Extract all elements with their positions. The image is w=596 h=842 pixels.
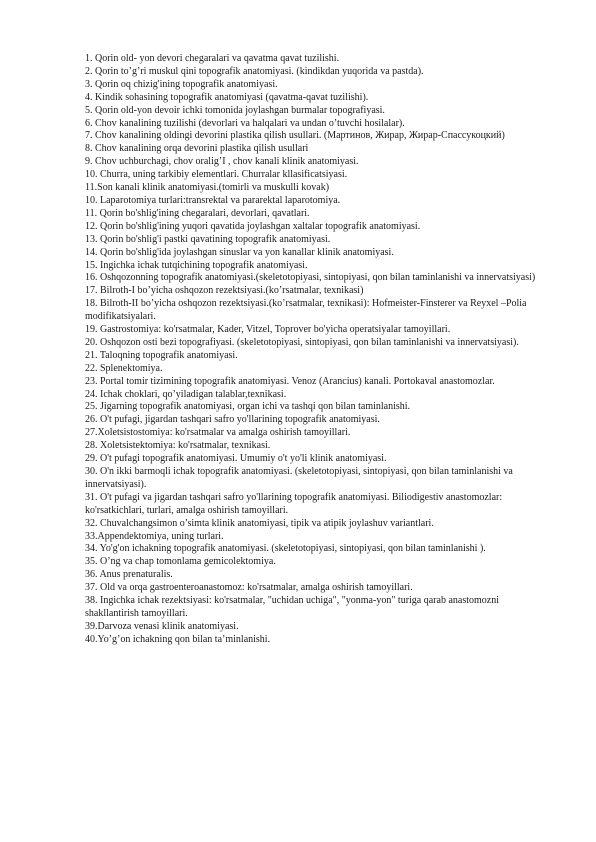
list-item: 4. Kindik sohasining topografik anatomiyasi (qavatma-qavat tuzilishi). <box>85 91 369 103</box>
list-item: 22. Splenektomiya. <box>85 362 163 374</box>
list-item: 31. O't pufagi va jigardan tashqari safro yo'llarining topografik anatomiyasi. Biliodigestiv anastomozlar: ko'rsatkichlari, turlari, amalga oshirish tamoyillari. <box>85 491 503 516</box>
list-item: 3. Qorin oq chizig'ining topografik anatomiyasi. <box>85 78 278 90</box>
list-item: 40.Yo’g’on ichakning qon bilan ta’minlanishi. <box>85 633 271 645</box>
list-item: 10. Laparotomiya turlari:transrektal va pararektal laparotomiya. <box>85 194 341 206</box>
list-item: 16. Oshqozonning topografik anatomiyasi.(skeletotopiyasi, sintopiyasi, qon bilan taminlanishi va innervatsiyasi) <box>85 272 536 284</box>
list-item: 20. Oshqozon osti bezi topografiyasi. (skeletotopiyasi, sintopiyasi, qon bilan taminlanishi va innervatsiyasi). <box>85 336 519 348</box>
list-item: 32. Chuvalchangsimon o’simta klinik anatomiyasi, tipik va atipik joylashuv variantlari. <box>85 517 434 529</box>
list-item: 18. Bilroth-II bo’yicha oshqozon rezektsiyasi.(ko’rsatmalar, texnikasi): Hofmeister-Finsterer va Reyxel –Polia modifikatsiyalari. <box>85 298 527 323</box>
list-item: 21. Taloqning topografik anatomiyasi. <box>85 349 238 361</box>
list-item: 1. Qorin old- yon devori chegaralari va qavatma qavat tuzilishi. <box>85 53 340 64</box>
list-item: 7. Chov kanalining oldingi devorini plastika qilish usullari. (Мартинов, Жирар, Жирар-Спассукоцкий) <box>85 130 505 142</box>
list-item: 24. Ichak choklari, qo’yiladigan talablar,texnikasi. <box>85 388 287 400</box>
list-item: 27.Xoletsistostomiya: ko'rsatmalar va amalga oshirish tamoyillari. <box>85 427 351 439</box>
list-item: 10. Churra, uning tarkibiy elementlari. Churralar kllasificatsiyasi. <box>85 169 348 181</box>
list-item: 5. Qorin old-yon devoir ichki tomonida joylashgan burmalar topografiyasi. <box>85 104 385 116</box>
question-list <box>85 53 555 647</box>
list-item: 13. Qorin bo'shlig'i pastki qavatining topografik anatomiyasi. <box>85 233 331 245</box>
list-item: 15. Ingichka ichak tutqichining topografik anatomiyasi. <box>85 259 308 271</box>
list-item: 36. Anus prenaturalis. <box>85 569 173 581</box>
list-item: 34. Yo'g'on ichakning topografik anatomiyasi. (skeletotopiyasi, sintopiyasi, qon bilan taminlanishi ). <box>85 543 486 555</box>
list-item: 11. Qorin bo'shlig'ining chegaralari, devorlari, qavatlari. <box>85 207 310 219</box>
list-item: 14. Qorin bo'shlig'ida joylashgan sinuslar va yon kanallar klinik anatomiyasi. <box>85 246 394 258</box>
list-item: 12. Qorin bo'shlig'ining yuqori qavatida joylashgan xaltalar topografik anatomiyasi. <box>85 220 421 232</box>
list-item: 19. Gastrostomiya: ko'rsatmalar, Kader, Vitzel, Toprover bo'yicha operatsiyalar tamoyillari. <box>85 324 451 336</box>
list-item: 29. O't pufagi topografik anatomiyasi. Umumiy o't yo'li klinik anatomiyasi. <box>85 453 387 465</box>
list-item: 6. Chov kanalining tuzilishi (devorlari va halqalari va undan o’tuvchi hosilalar). <box>85 117 405 129</box>
list-item: 38. Ingichka ichak rezektsiyasi: ko'rsatmalar, "uchidan uchiga", "yonma-yon" turiga qarab anastomozni shakllantirish tamoyillari. <box>85 595 499 619</box>
list-item: 37. Old va orqa gastroenteroanastomoz: ko'rsatmalar, amalga oshirish tamoyillari. <box>85 582 413 594</box>
list-item: 11.Son kanali klinik anatomiyasi.(tomirli va muskulli kovak) <box>85 182 330 194</box>
list-item: 2. Qorin to’g’ri muskul qini topografik anatomiyasi. (kindikdan yuqorida va pastda). <box>85 65 424 77</box>
list-item: 9. Chov uchburchagi, chov oralig’I , chov kanali klinik anatomiyasi. <box>85 156 359 168</box>
list-item: 17. Bilroth-I bo’yicha oshqozon rezektsiyasi.(ko’rsatmalar, texnikasi) <box>85 285 364 297</box>
list-item: 30. O'n ikki barmoqli ichak topografik anatomiyasi. (skeletotopiyasi, sintopiyasi, qon bilan taminlanishi va innervatsiyasi). <box>85 466 513 490</box>
list-item: 26. O't pufagi, jigardan tashqari safro yo'llarining topografik anatomiyasi. <box>85 414 380 426</box>
list-item: 28. Xoletsistektomiya: ko'rsatmalar, texnikasi. <box>85 440 271 452</box>
list-item: 39.Darvoza venasi klinik anatomiyasi. <box>85 620 239 632</box>
list-item: 23. Portal tomir tizimining topografik anatomiyasi. Venoz (Arancius) kanali. Portokaval anastomozlar. <box>85 375 495 387</box>
list-item: 35. O’ng va chap tomonlama gemicolektomiya. <box>85 556 276 568</box>
list-item: 33.Appendektomiya, uning turlari. <box>85 530 224 542</box>
list-item: 8. Chov kanalining orqa devorini plastika qilish usullari <box>85 143 309 155</box>
list-item: 25. Jigarning topografik anatomiyasi, organ ichi va tashqi qon bilan taminlanishi. <box>85 401 411 413</box>
